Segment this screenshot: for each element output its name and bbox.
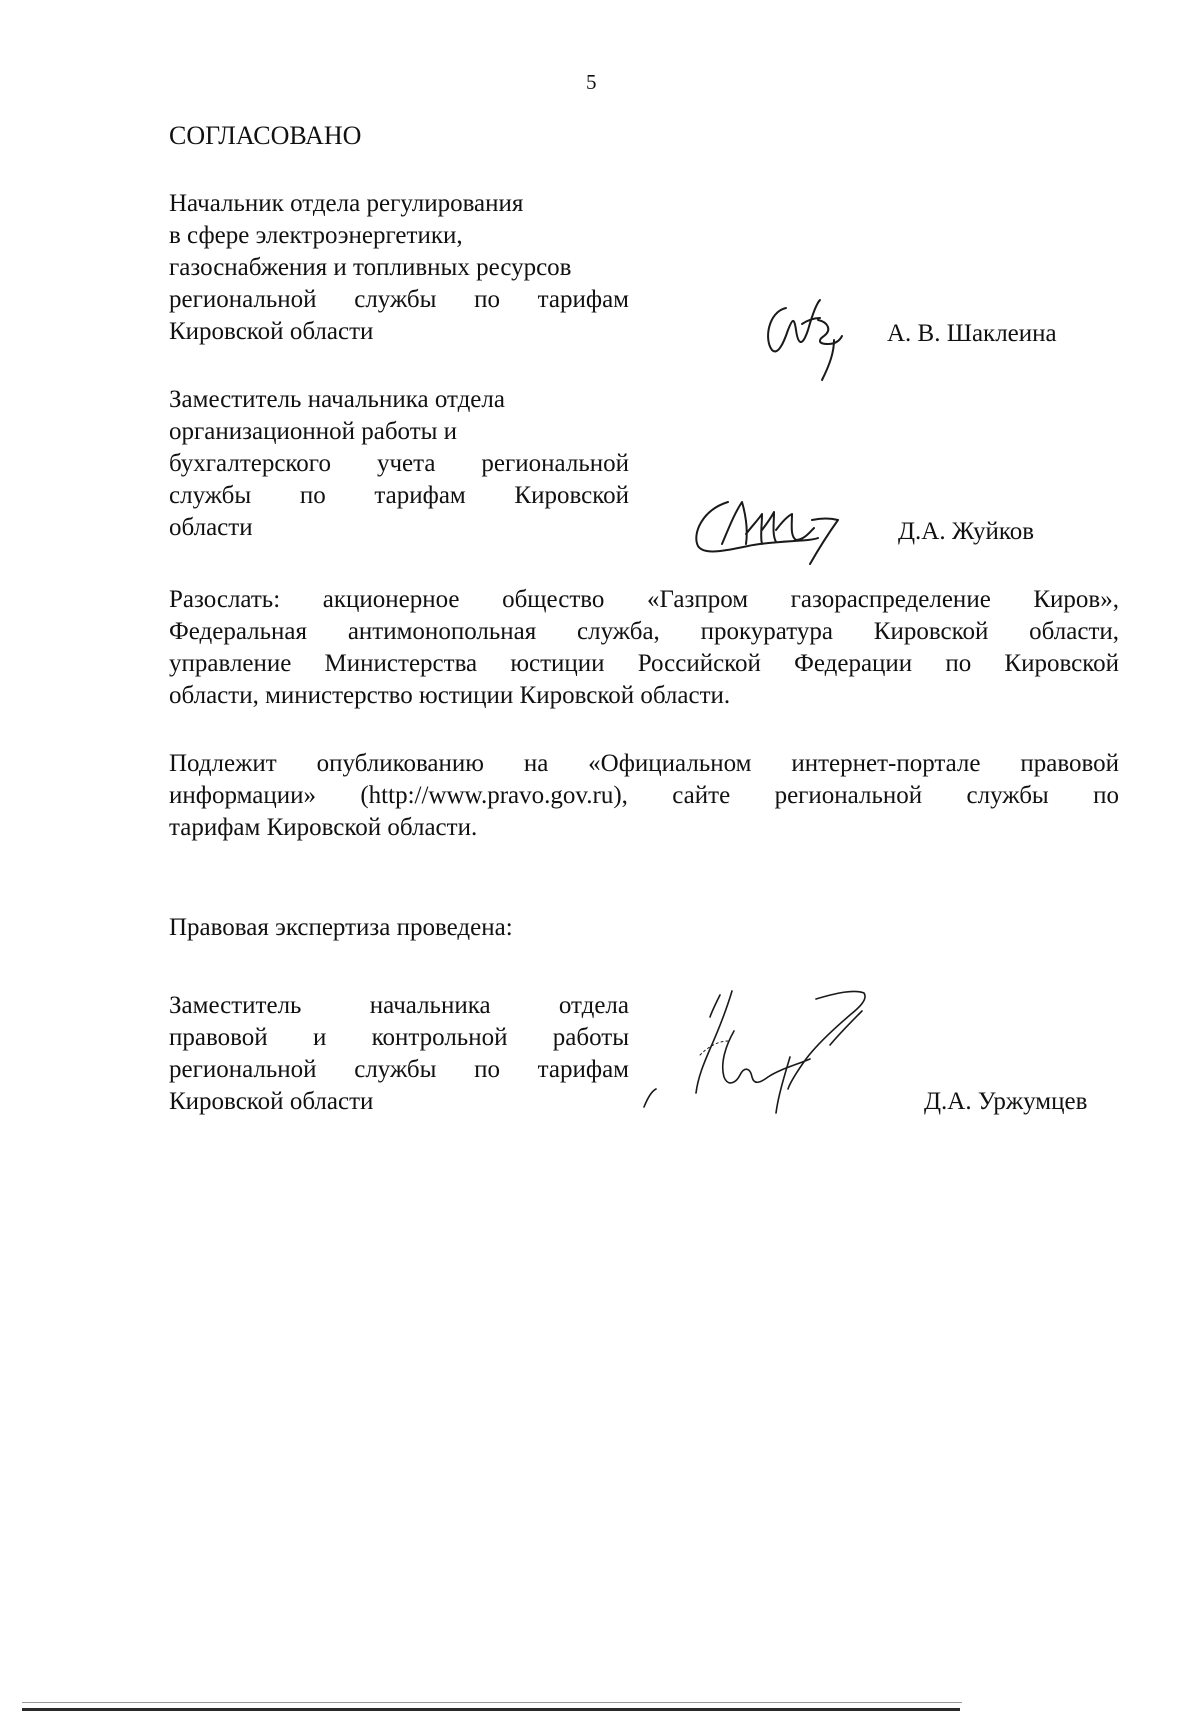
legal-review-name: Д.А. Уржумцев	[924, 1088, 1088, 1115]
approver-2-line: бухгалтерского учета региональной	[169, 450, 629, 477]
approver-1-line: региональной службы по тарифам	[169, 286, 629, 313]
distribution-line: области, министерство юстиции Кировской области.	[169, 682, 731, 709]
approver-1-line: Кировской области	[169, 318, 374, 345]
approver-2-line: области	[169, 514, 253, 541]
legal-review-line: правовой и контрольной работы	[169, 1024, 629, 1051]
scan-edge-bar	[22, 1708, 960, 1711]
approval-heading: СОГЛАСОВАНО	[169, 121, 362, 150]
approver-1-line: Начальник отдела регулирования	[169, 190, 524, 217]
approver-2-line: организационной работы и	[169, 418, 458, 445]
page-number: 5	[586, 70, 597, 94]
legal-review-line: региональной службы по тарифам	[169, 1056, 629, 1083]
distribution-line: Федеральная антимонопольная служба, прокуратура Кировской области,	[169, 618, 1119, 645]
scan-edge-line	[22, 1702, 962, 1703]
signature-urzhumtsev	[640, 985, 940, 1135]
approver-2-line: Заместитель начальника отдела	[169, 386, 505, 413]
distribution-line: Разослать: акционерное общество «Газпром газораспределение Киров»,	[169, 586, 1119, 613]
approver-2-line: службы по тарифам Кировской	[169, 482, 629, 509]
legal-review-line: Заместитель начальника отдела	[169, 992, 629, 1019]
publication-line: тарифам Кировской области.	[169, 814, 478, 841]
signature-shakleina	[758, 290, 868, 390]
legal-review-heading: Правовая экспертиза проведена:	[169, 914, 513, 941]
publication-line: информации» (http://www.pravo.gov.ru), сайте региональной службы по	[169, 782, 1119, 809]
approver-2-name: Д.А. Жуйков	[898, 518, 1035, 545]
approver-1-line: в сфере электроэнергетики,	[169, 222, 463, 249]
legal-review-line: Кировской области	[169, 1088, 374, 1115]
approver-1-line: газоснабжения и топливных ресурсов	[169, 254, 572, 281]
publication-line: Подлежит опубликованию на «Официальном интернет-портале правовой	[169, 750, 1119, 777]
signature-zhuikov	[688, 490, 888, 570]
approver-1-name: А. В. Шаклеина	[887, 320, 1057, 347]
distribution-line: управление Министерства юстиции Российской Федерации по Кировской	[169, 650, 1119, 677]
